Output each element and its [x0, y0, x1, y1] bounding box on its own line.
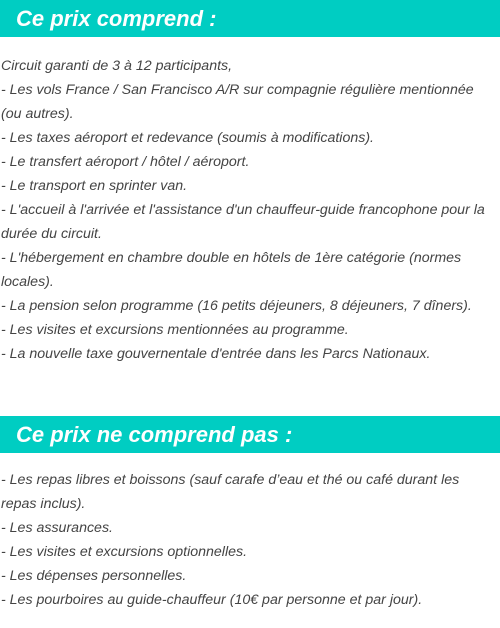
included-section-title: Ce prix comprend :	[0, 0, 500, 37]
included-intro: Circuit garanti de 3 à 12 participants,	[1, 58, 233, 74]
included-item-visits: - Les visites et excursions mentionnées au programme.	[1, 322, 349, 338]
included-item-transfer: - Le transfert aéroport / hôtel / aéroport.	[1, 154, 250, 170]
excluded-item-optional-visits: - Les visites et excursions optionnelles.	[1, 544, 248, 560]
included-item-flights: - Les vols France / San Francisco A/R sur compagnie régulière mentionnée (ou autres).	[1, 82, 474, 122]
included-item-transport: - Le transport en sprinter van.	[1, 178, 188, 194]
excluded-item-meals: - Les repas libres et boissons (sauf carafe d’eau et thé ou café durant les repas inclus).	[1, 472, 460, 512]
excluded-item-personal-expenses: - Les dépenses personnelles.	[1, 568, 187, 584]
included-item-taxes: - Les taxes aéroport et redevance (soumis à modifications).	[1, 130, 374, 146]
excluded-list	[1, 468, 495, 612]
excluded-item-tips: - Les pourboires au guide-chauffeur (10€ par personne et par jour).	[1, 592, 423, 608]
excluded-section-title: Ce prix ne comprend pas :	[0, 416, 500, 453]
included-item-guide: - L'accueil à l'arrivée et l'assistance d'un chauffeur-guide francophone pour la durée du circuit.	[1, 202, 485, 242]
excluded-item-insurance: - Les assurances.	[1, 520, 113, 536]
included-list	[1, 54, 495, 366]
included-item-accommodation: - L'hébergement en chambre double en hôtels de 1ère catégorie (normes locales).	[1, 250, 462, 290]
included-item-park-tax: - La nouvelle taxe gouvernentale d'entrée dans les Parcs Nationaux.	[1, 346, 431, 362]
included-item-meals: - La pension selon programme (16 petits déjeuners, 8 déjeuners, 7 dîners).	[1, 298, 472, 314]
